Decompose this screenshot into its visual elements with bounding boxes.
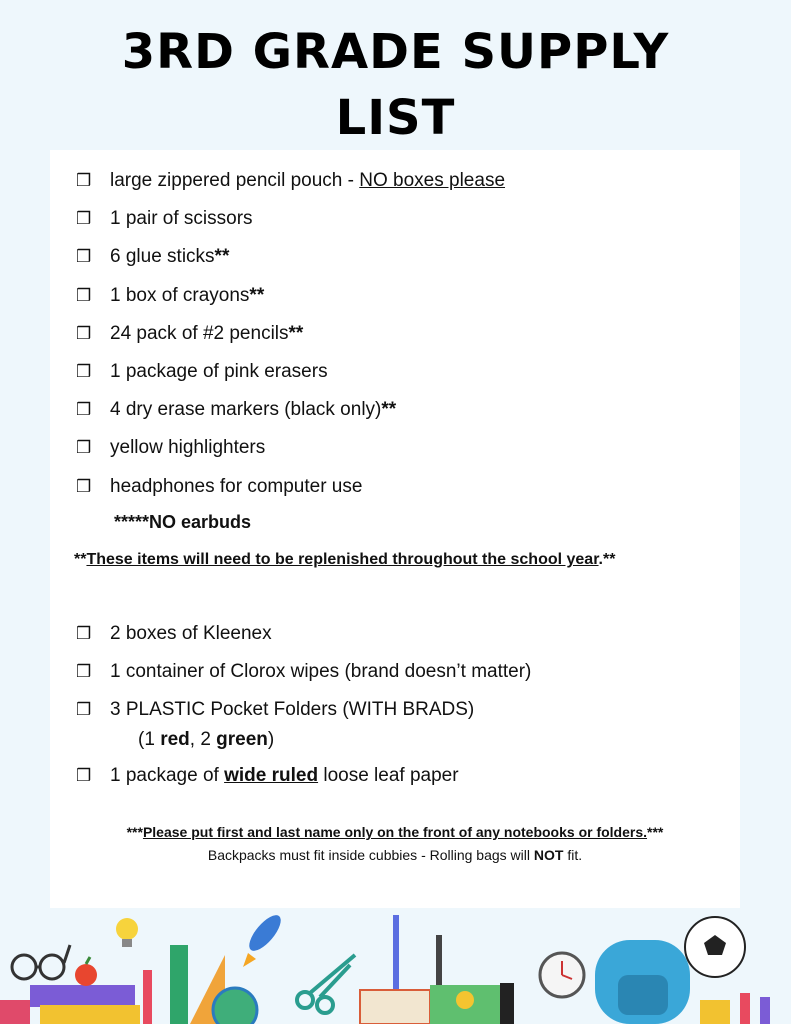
folder-icon — [430, 985, 500, 1024]
replenish-marker: ** — [214, 246, 230, 268]
checkbox-icon: ❒ — [76, 209, 92, 229]
folder-colors: (1 red, 2 green) — [138, 729, 275, 750]
notebook-icon — [360, 990, 430, 1024]
list-item-text: 6 glue sticks — [110, 246, 215, 268]
list-item-text: 4 dry erase markers (black only) — [110, 399, 382, 421]
list-item — [76, 398, 396, 422]
list-item-kleenex: ❒ 2 boxes of Kleenex — [76, 623, 272, 644]
alarm-clock-icon — [540, 953, 584, 997]
glasses-icon — [12, 945, 70, 979]
globe-icon — [213, 988, 257, 1024]
checkbox-icon: ❒ — [76, 766, 92, 785]
ruler-icon — [170, 945, 188, 1024]
checkbox-icon: ❒ — [76, 400, 92, 420]
list-item — [76, 436, 265, 460]
list-item-emphasis: NO boxes please — [359, 170, 506, 191]
glue-icon — [500, 983, 514, 1024]
list-item — [76, 284, 264, 308]
scissors-icon — [297, 955, 355, 1013]
list-item-text: 1 box of crayons — [110, 284, 250, 306]
soccer-ball-icon — [685, 917, 745, 977]
mug-icon — [700, 1000, 730, 1024]
replenish-marker: ** — [288, 322, 304, 344]
checkbox-icon: ❒ — [76, 438, 92, 458]
rocket-icon — [243, 910, 286, 967]
earbuds-note: *****NO earbuds — [114, 512, 252, 532]
replenish-marker: ** — [381, 399, 397, 421]
list-item-text: 24 pack of #2 pencils — [110, 322, 289, 344]
name-note: ***Please put first and last name only on the front of any notebooks or folders.*** — [126, 824, 664, 840]
list-item — [76, 475, 362, 499]
books-icon — [0, 985, 140, 1024]
checkbox-icon: ❒ — [76, 476, 92, 496]
list-item — [76, 245, 229, 269]
checkbox-icon: ❒ — [76, 285, 92, 305]
list-item-text: yellow highlighters — [110, 437, 266, 459]
checkbox-icon: ❒ — [76, 171, 92, 190]
list-item-folders: ❒ 3 PLASTIC Pocket Folders (WITH BRADS) — [76, 699, 475, 720]
list-item — [76, 169, 505, 193]
list-item — [76, 322, 303, 346]
marker-icon — [740, 993, 770, 1024]
list-item-text: 1 pair of scissors — [110, 208, 253, 230]
list-item-paper: ❒ 1 package of wide ruled loose leaf paper — [76, 765, 459, 786]
checkbox-icon: ❒ — [76, 323, 92, 343]
replenish-marker: ** — [249, 284, 265, 306]
list-item-text: headphones for computer use — [110, 475, 363, 497]
replenish-note: **These items will need to be replenished throughout the school year.** — [74, 551, 616, 568]
lightbulb-icon — [116, 918, 138, 947]
page-title-line-2: LIST — [335, 90, 456, 146]
checkbox-icon: ❒ — [76, 700, 92, 719]
apple-icon — [75, 957, 97, 986]
list-item — [76, 360, 328, 384]
backpack-note: Backpacks must fit inside cubbies - Rolling bags will NOT fit. — [207, 847, 583, 863]
checkbox-icon: ❒ — [76, 624, 92, 643]
school-supplies-illustration — [0, 905, 791, 1024]
page-title-line-1: 3RD GRADE SUPPLY — [121, 24, 670, 80]
checkbox-icon: ❒ — [76, 247, 92, 267]
list-item-clorox: ❒ 1 container of Clorox wipes (brand doesn’t matter) — [76, 661, 532, 682]
backpack-icon — [595, 940, 690, 1024]
list-item-text: large zippered pencil pouch - — [110, 170, 360, 191]
pencil-icon — [143, 970, 152, 1024]
checkbox-icon: ❒ — [76, 362, 92, 381]
supply-list-card — [50, 150, 740, 908]
list-item — [76, 207, 253, 231]
list-item-text: 1 package of pink erasers — [110, 361, 328, 382]
checkbox-icon: ❒ — [76, 662, 92, 681]
